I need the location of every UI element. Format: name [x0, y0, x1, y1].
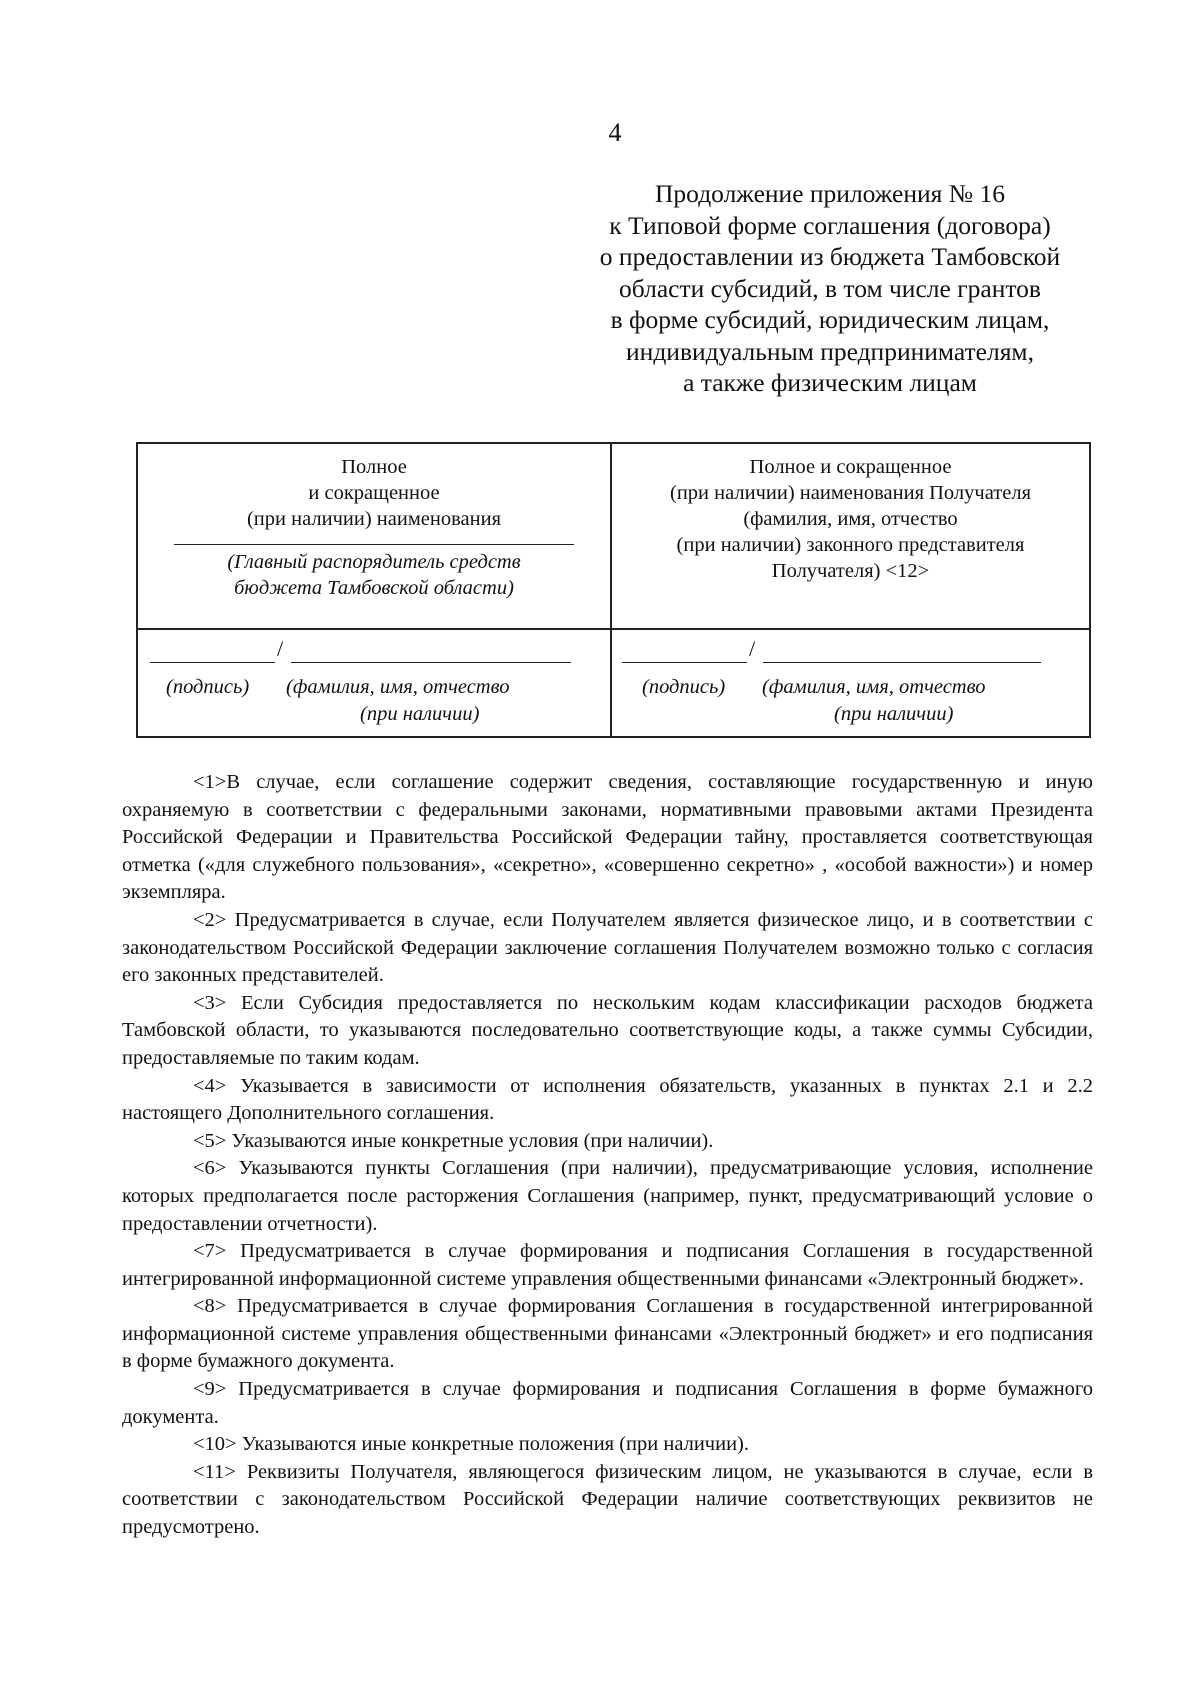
heading-line: о предоставлении из бюджета Тамбовской	[599, 242, 1061, 271]
heading-line: а также физическим лицам	[683, 368, 977, 397]
grantor-signature-slash: /	[277, 636, 284, 661]
grantor-name-blank-line	[174, 544, 574, 545]
signature-table	[136, 442, 1091, 738]
footnote-8: <8> Предусматривается в случае формирования Соглашения в государственной интегрированной информационной системе управления общественными финансами «Электронный бюджет» и его подписания в форме бумажного документа.	[122, 1295, 1093, 1373]
grantor-role-label: бюджета Тамбовской области)	[234, 577, 514, 599]
recipient-fullname-note: (при наличии)	[834, 703, 954, 725]
recipient-name-label: (фамилия, имя, отчество	[743, 508, 958, 530]
heading-line: области субсидий, в том числе грантов	[619, 273, 1041, 303]
grantor-name-label: и сокращенное	[308, 482, 440, 504]
heading-line: индивидуальным предпринимателям,	[626, 336, 1034, 366]
recipient-signature-cell	[611, 629, 1090, 737]
recipient-signature-slash: /	[749, 636, 756, 661]
grantor-name-cell	[137, 443, 611, 629]
heading-line: Продолжение приложения № 16	[655, 179, 1005, 208]
recipient-fullname-caption: (фамилия, имя, отчество	[762, 676, 986, 698]
grantor-fullname-blank	[291, 662, 571, 663]
signature-table-sign-row	[137, 629, 1090, 737]
recipient-name-label: (при наличии) наименования Получателя	[670, 482, 1031, 504]
appendix-heading	[545, 178, 1115, 399]
footnote-5: <5> Указываются иные конкретные условия (при наличии).	[193, 1129, 714, 1152]
grantor-signature-cell	[137, 629, 611, 737]
footnote-1: <1>В случае, если соглашение содержит сведения, составляющие государственную и иную охраняемую в соответствии с федеральными законами, нормативными правовыми актами Президента Российской Федерации и Правительства Российской Федерации тайну, проставляется соответствующая отметка («для служебного пользования», «секретно», «совершенно секретно» , «особой важности») и номер экземпляра.	[122, 771, 1093, 904]
recipient-name-label: Полное и сокращенное	[749, 456, 952, 478]
footnote-3: <3> Если Субсидия предоставляется по нескольким кодам классификации расходов бюджета Тамбовской области, то указываются последовательно соответствующие коды, а также суммы Субсидии, предоставляемые по таким кодам.	[122, 991, 1093, 1069]
grantor-signature-blank	[150, 662, 275, 663]
footnotes	[122, 769, 1093, 1542]
page-number: 4	[608, 118, 622, 147]
footnote-10: <10> Указываются иные конкретные положения (при наличии).	[193, 1433, 750, 1456]
recipient-name-label: (при наличии) законного представителя	[676, 534, 1025, 556]
footnote-2: <2> Предусматривается в случае, если Получателем является физическое лицо, и в соответствии с законодательством Российской Федерации заключение соглашения Получателем возможно только с согласия его законных представителей.	[122, 908, 1093, 987]
grantor-fullname-note: (при наличии)	[360, 703, 480, 725]
grantor-name-label: Полное	[341, 456, 407, 478]
footnote-9: <9> Предусматривается в случае формирования и подписания Соглашения в форме бумажного документа.	[122, 1378, 1093, 1428]
grantor-role-label: (Главный распорядитель средств	[227, 551, 521, 573]
grantor-signature-caption: (подпись)	[166, 676, 250, 698]
grantor-name-label: (при наличии) наименования	[246, 508, 501, 530]
footnote-11: <11> Реквизиты Получателя, являющегося физическим лицом, не указываются в случае, если в соответствии с законодательством Российской Федерации наличие соответствующих реквизитов не предусмотрено.	[122, 1460, 1093, 1539]
signature-table-names-row	[137, 443, 1090, 629]
recipient-signature-blank	[622, 662, 747, 663]
recipient-name-cell	[611, 443, 1090, 629]
grantor-signature-line	[138, 630, 610, 674]
footnote-4: <4> Указывается в зависимости от исполнения обязательств, указанных в пунктах 2.1 и 2.2 настоящего Дополнительного соглашения.	[122, 1074, 1093, 1125]
heading-line: в форме субсидий, юридическим лицам,	[610, 305, 1050, 334]
recipient-name-label: Получателя) <12>	[771, 560, 930, 582]
recipient-fullname-blank	[763, 662, 1041, 663]
footnote-7: <7> Предусматривается в случае формирования и подписания Соглашения в государственной интегрированной информационной системе управления общественными финансами «Электронный бюджет».	[122, 1240, 1093, 1290]
recipient-signature-caption: (подпись)	[642, 676, 726, 698]
recipient-signature-line	[612, 630, 1089, 674]
grantor-fullname-caption: (фамилия, имя, отчество	[286, 676, 510, 698]
heading-line: к Типовой форме соглашения (договора)	[609, 210, 1051, 240]
footnote-6: <6> Указываются пункты Соглашения (при наличии), предусматривающие условия, исполнение которых предполагается после расторжения Соглашения (например, пункт, предусматривающий условие о предоставлении отчетности).	[122, 1157, 1093, 1235]
